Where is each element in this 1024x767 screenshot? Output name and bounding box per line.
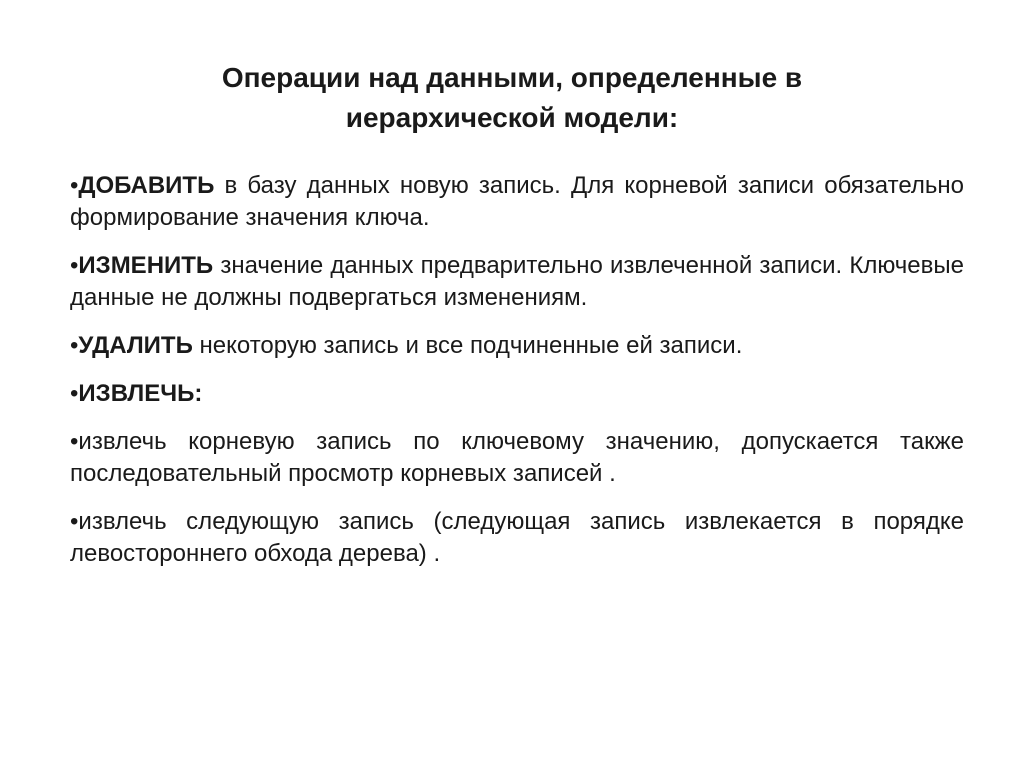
title-line-2: иерархической модели: [345,102,679,133]
bullet-icon: • [70,332,79,359]
title-line-1: Операции над данными, определенные в [221,62,803,93]
item-text: извлечь корневую запись по ключевому значению, допускается также последовательный просмотр корневых записей . [70,428,964,487]
list-item [70,330,964,362]
slide-title [100,58,924,138]
item-text: некоторую запись и все подчиненные ей записи. [192,332,743,359]
list-item [70,170,964,234]
operation-keyword: ДОБАВИТЬ [78,172,215,199]
list-item [70,426,964,490]
operation-keyword: ИЗВЛЕЧЬ: [78,380,203,407]
bullet-icon: • [70,252,79,279]
bullet-icon: • [70,380,79,407]
list-item [70,378,964,410]
item-text: извлечь следующую запись (следующая запись извлекается в порядке левостороннего обхода дерева) . [70,508,964,567]
item-text: значение данных предварительно извлеченной записи. Ключевые данные не должны подвергаться изменениям. [70,252,964,311]
bullet-icon: • [70,172,79,199]
bullet-icon: • [70,508,79,535]
bullet-list [70,170,964,586]
list-item [70,250,964,314]
list-item [70,506,964,570]
operation-keyword: ИЗМЕНИТЬ [78,252,214,279]
item-text: в базу данных новую запись. Для корневой записи обязательно формирование значения ключа. [70,172,964,231]
operation-keyword: УДАЛИТЬ [78,332,193,359]
bullet-icon: • [70,428,79,455]
